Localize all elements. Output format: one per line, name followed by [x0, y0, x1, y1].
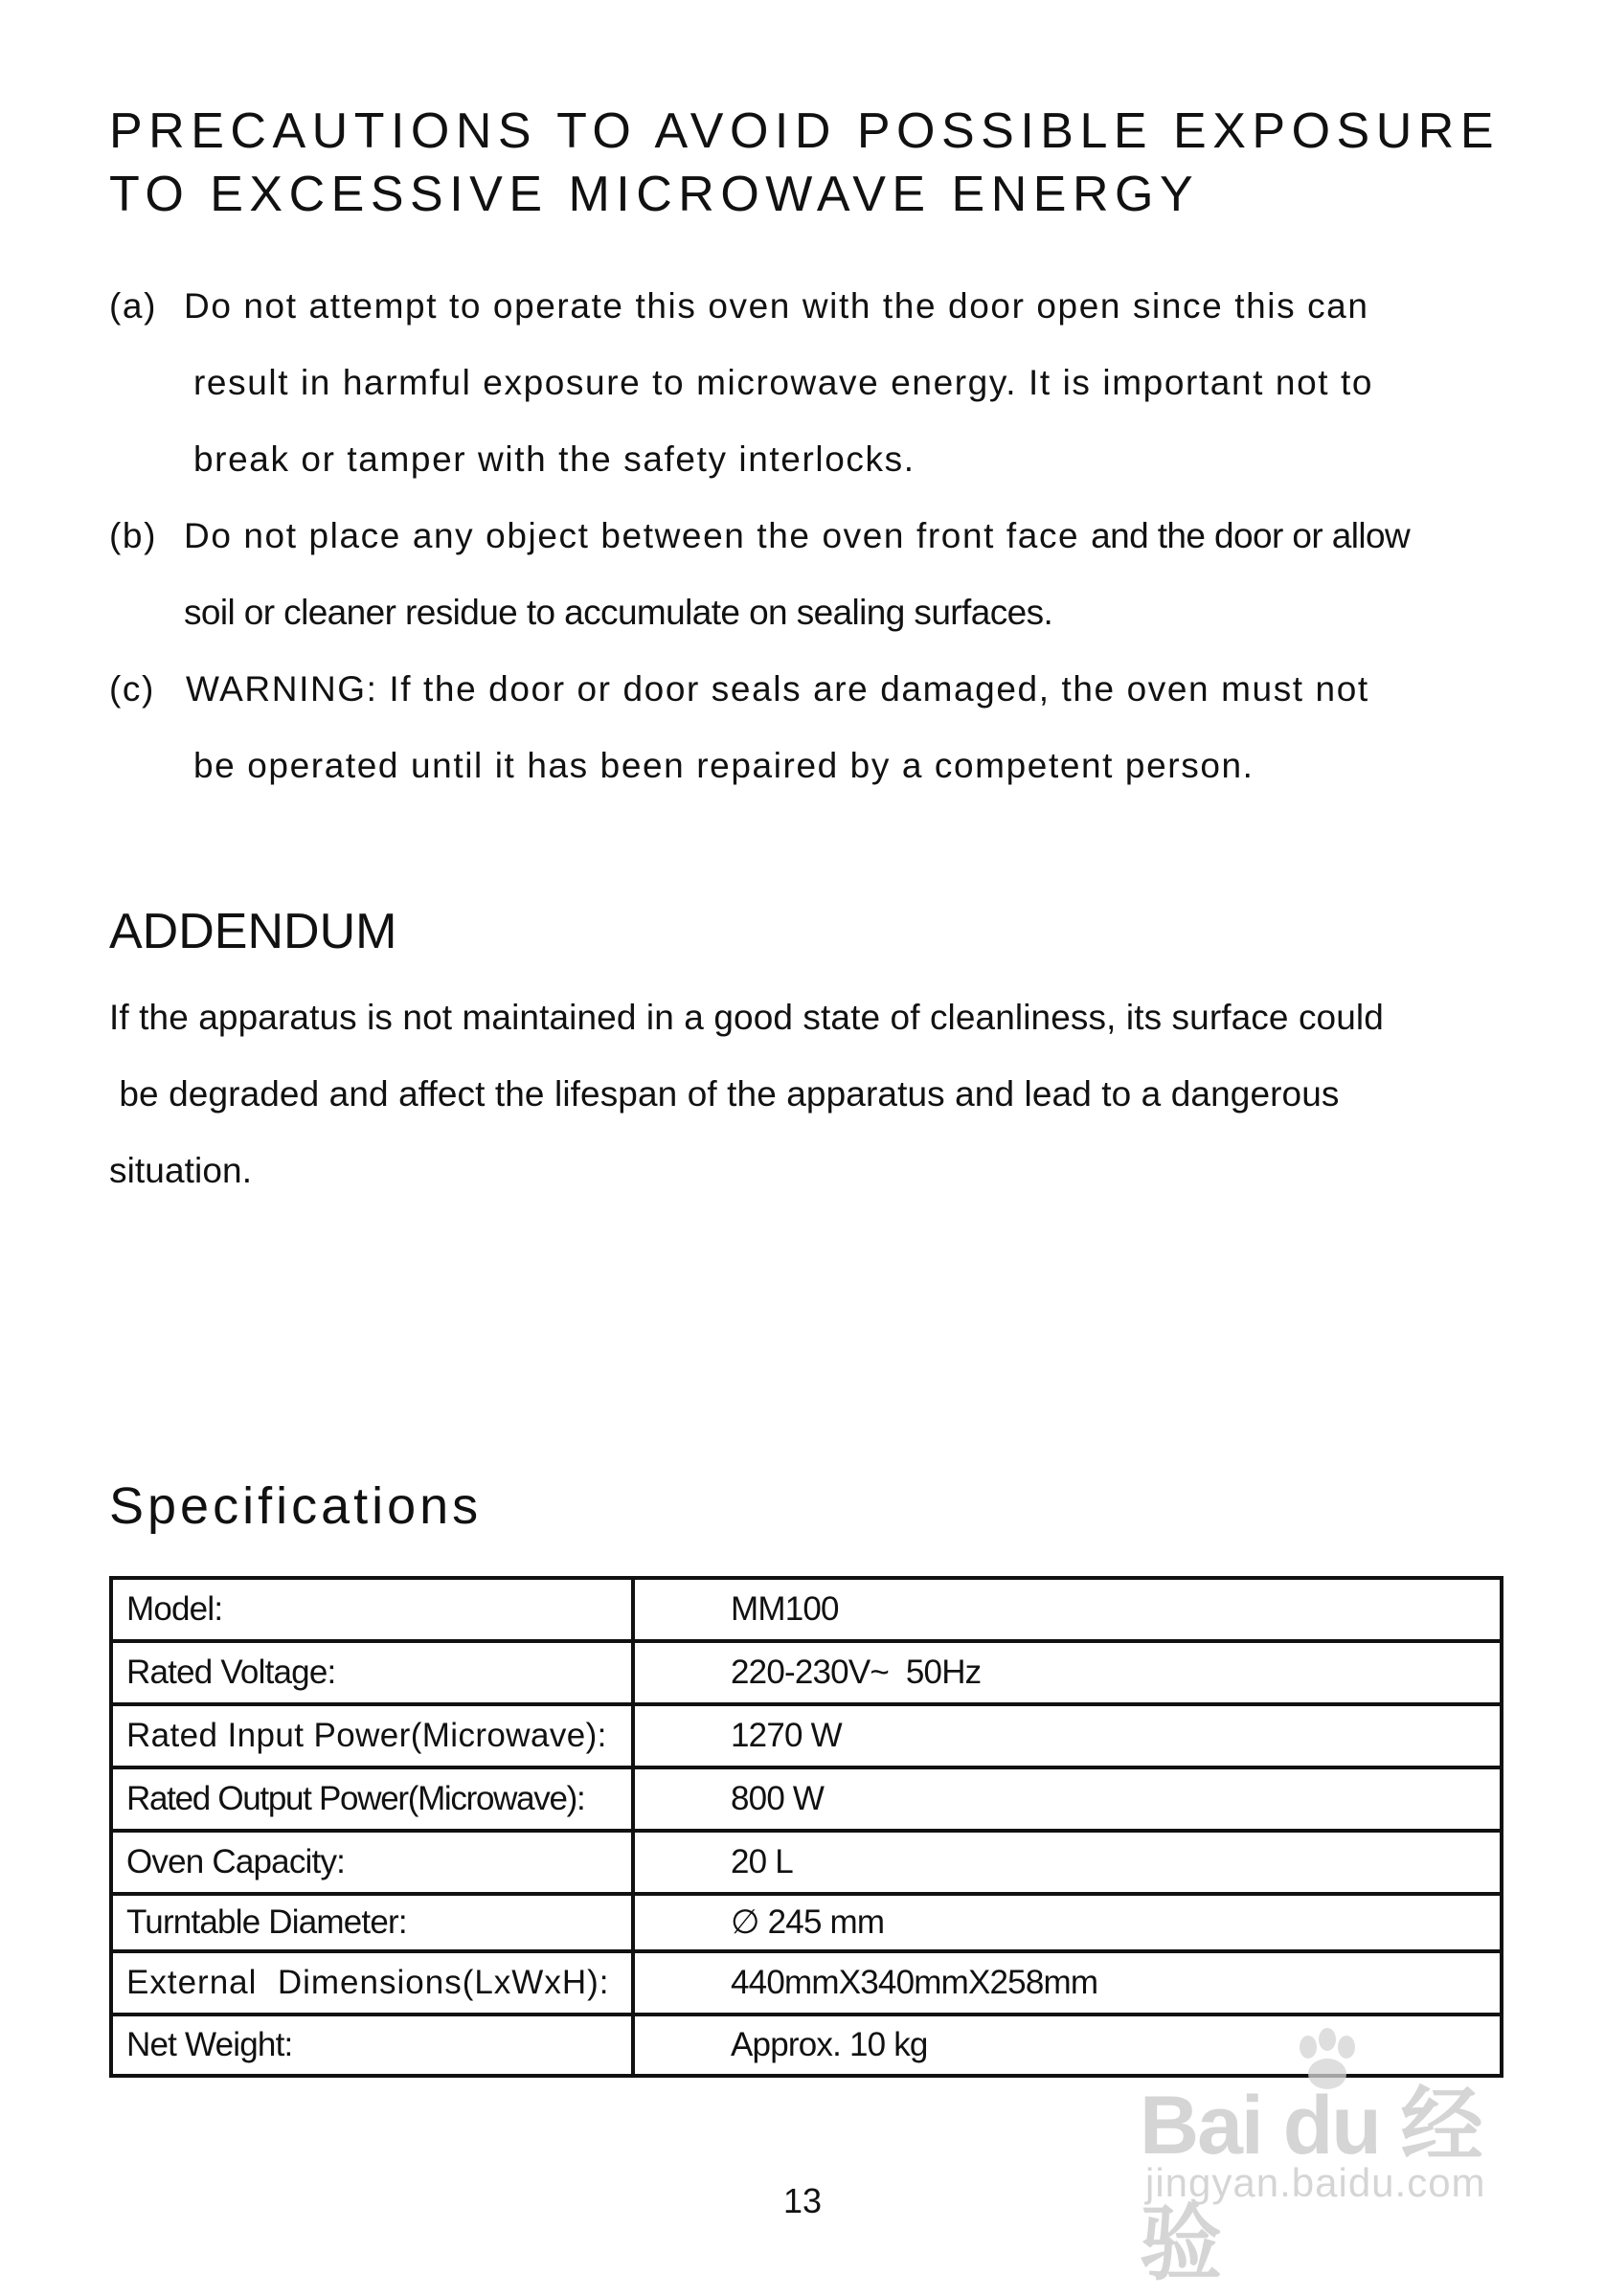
spec-label: Model:: [111, 1578, 633, 1641]
spec-label: Rated Output Power(Microwave):: [111, 1767, 633, 1831]
spec-value: MM100: [633, 1578, 1502, 1641]
spec-row-external-dimensions: [111, 1951, 1502, 2015]
spec-label: Oven Capacity:: [111, 1831, 633, 1894]
precautions-list: [109, 268, 1507, 804]
spec-label: Turntable Diameter:: [111, 1894, 633, 1951]
specifications-title: Specifications: [109, 1477, 483, 1535]
specifications-table: [109, 1576, 1503, 2078]
spec-label: Rated Voltage:: [111, 1641, 633, 1704]
spec-row-oven-capacity: [111, 1831, 1502, 1894]
precaution-text-part: and the door or allow: [1091, 516, 1411, 555]
precaution-marker: (b): [109, 516, 158, 555]
spec-row-output-power: [111, 1767, 1502, 1831]
spec-row-model: [111, 1578, 1502, 1641]
spec-value: 20 L: [633, 1831, 1502, 1894]
spec-row-turntable-diameter: [111, 1894, 1502, 1951]
addendum-title: ADDENDUM: [109, 904, 397, 959]
spec-value: 1270 W: [633, 1704, 1502, 1767]
spec-value: 220-230V~ 50Hz: [633, 1641, 1502, 1704]
precaution-text-line: Do not attempt to operate this oven with the door open since this can: [184, 286, 1369, 326]
spec-row-input-power: [111, 1704, 1502, 1767]
precautions-heading-line-2: TO EXCESSIVE MICROWAVE ENERGY: [109, 167, 1200, 222]
precaution-text-line: break or tamper with the safety interlocks.: [193, 439, 916, 479]
precaution-text-line: result in harmful exposure to microwave energy. It is important not to: [193, 363, 1374, 402]
spec-value: ∅ 245 mm: [633, 1894, 1502, 1951]
baidu-watermark: [1140, 2059, 1523, 2290]
spec-value: Approx. 10 kg: [633, 2015, 1502, 2076]
precaution-item-a: [109, 268, 1507, 498]
watermark-logo: Bai du 经验: [1140, 2080, 1481, 2290]
spec-value: 800 W: [633, 1767, 1502, 1831]
precaution-item-b: [109, 498, 1507, 651]
precaution-text-line: be operated until it has been repaired by a competent person.: [193, 746, 1255, 785]
spec-label: Net Weight:: [111, 2015, 633, 2076]
precaution-item-c: [109, 651, 1507, 804]
watermark-url: jingyan.baidu.com: [1145, 2160, 1486, 2205]
precaution-text-line: WARNING: If the door or door seals are damaged, the oven must not: [186, 669, 1369, 709]
addendum-line: situation.: [109, 1151, 253, 1190]
page-number: 13: [782, 2181, 823, 2220]
precaution-text-line: soil or cleaner residue to accumulate on sealing surfaces.: [184, 593, 1053, 632]
precaution-text-part: Do not place any object between the oven front face: [184, 516, 1080, 555]
precaution-text-line: [109, 498, 1507, 574]
addendum-line: If the apparatus is not maintained in a good state of cleanliness, its surface could: [109, 998, 1384, 1037]
addendum-body: [109, 979, 1526, 1209]
spec-value: 440mmX340mmX258mm: [633, 1951, 1502, 2015]
addendum-line: be degraded and affect the lifespan of the apparatus and lead to a dangerous: [109, 1074, 1340, 1114]
precaution-marker: (a): [109, 286, 158, 326]
spec-label: External Dimensions(LxWxH):: [111, 1951, 633, 2015]
precautions-heading: [109, 100, 1500, 226]
precautions-heading-line-1: PRECAUTIONS TO AVOID POSSIBLE EXPOSURE: [109, 103, 1501, 159]
precaution-marker: (c): [109, 669, 155, 709]
spec-row-rated-voltage: [111, 1641, 1502, 1704]
spec-label: Rated Input Power(Microwave):: [111, 1704, 633, 1767]
